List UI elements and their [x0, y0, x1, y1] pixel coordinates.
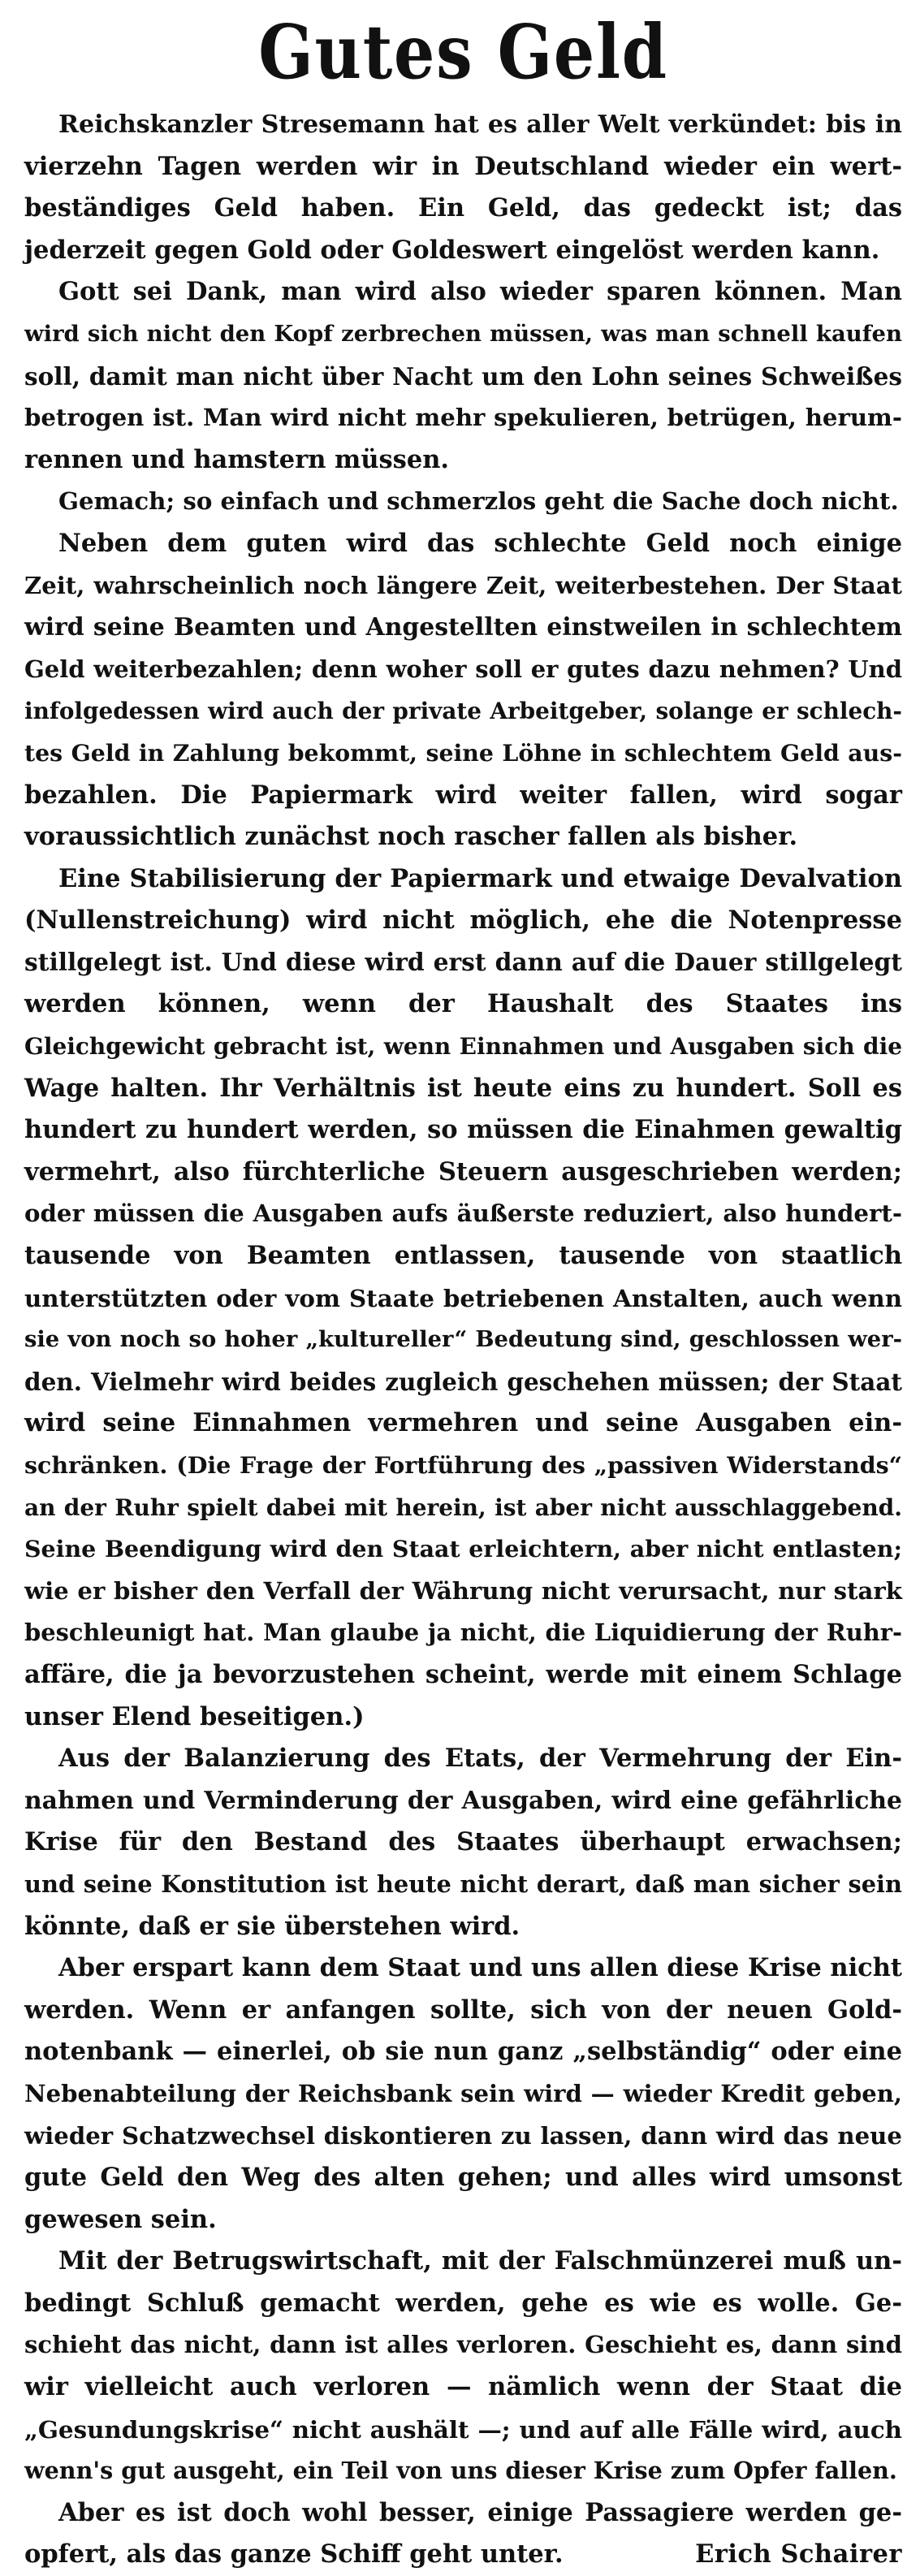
text-line: sie von noch so hoher „kultureller“ Bedeutung sind, geschlossen wer- — [24, 1326, 902, 1353]
article-title: Gutes Geld — [258, 8, 668, 96]
text-line: beständiges Geld haben. Ein Geld, das gedeckt ist; das — [24, 193, 902, 223]
text-line: soll, damit man nicht über Nacht um den Lohn seines Schweißes — [24, 361, 902, 391]
text-line: betrogen ist. Man wird nicht mehr spekulieren, betrügen, herum- — [24, 404, 902, 432]
text-line: Gleichgewicht gebracht ist, wenn Einnahmen und Ausgaben sich die — [24, 1033, 902, 1061]
text-line: werden können, wenn der Haushalt des Staates ins — [24, 989, 902, 1019]
text-line: Neben dem guten wird das schlechte Geld noch einige — [58, 528, 902, 558]
text-line: wir vielleicht auch verloren — nämlich wenn der Staat die — [24, 2372, 902, 2402]
text-line: opfert, als das ganze Schiff geht unter. Erich Schairer — [24, 2534, 902, 2576]
text-line: oder müssen die Ausgaben aufs äußerste reduziert, also hundert- — [24, 1199, 902, 1228]
text-line: gute Geld den Weg des alten gehen; und alles wird umsonst — [24, 2163, 902, 2193]
article-paragraph — [24, 1947, 902, 2241]
text-line: bedingt Schluß gemacht werden, gehe es wie es wolle. Ge- — [24, 2288, 902, 2318]
text-line: „Gesundungskrise“ nicht aushält —; und auf alle Fälle wird, auch — [24, 2414, 902, 2444]
article-paragraph — [24, 523, 902, 858]
author-signature: Erich Schairer — [695, 2539, 902, 2570]
article-paragraph — [24, 2492, 902, 2576]
text-line: (Nullenstreichung) wird nicht möglich, ehe die Notenpresse — [24, 905, 902, 936]
text-line: infolgedessen wird auch der private Arbeitgeber, solange er schlech- — [24, 698, 902, 725]
text-line: Mit der Betrugswirtschaft, mit der Falschmünzerei muß un- — [58, 2246, 902, 2276]
text-line: Eine Stabilisierung der Papiermark und etwaige Devalvation — [58, 863, 902, 893]
text-line: Geld weiterbezahlen; denn woher soll er gutes dazu nehmen? Und — [24, 655, 902, 683]
text-line: Zeit, wahrscheinlich noch längere Zeit, weiterbestehen. Der Staat — [24, 571, 902, 599]
text-line: rennen und hamstern müssen. — [24, 444, 450, 474]
text-line: vierzehn Tagen werden wir in Deutschland wieder ein wert- — [24, 151, 902, 181]
text-line: beschleunigt hat. Man glaube ja nicht, die Liquidierung der Ruhr- — [24, 1619, 902, 1647]
text-line: gewesen sein. — [24, 2204, 217, 2234]
text-line: affäre, die ja bevorzustehen scheint, werde mit einem Schlage — [24, 1659, 902, 1689]
text-line: tes Geld in Zahlung bekommt, seine Löhne in schlechtem Geld aus- — [24, 738, 902, 767]
text-line: vermehrt, also fürchterliche Steuern ausgeschrieben werden; — [24, 1156, 902, 1186]
text-line: Reichskanzler Stresemann hat es aller Welt verkündet: bis in — [58, 110, 902, 139]
text-line: wird sich nicht den Kopf zerbrechen müssen, was man schnell kaufen — [24, 320, 902, 347]
text-line: jederzeit gegen Gold oder Goldeswert eingelöst werden kann. — [24, 235, 880, 265]
text-line: unterstützten oder vom Staate betriebenen Anstalten, auch wenn — [24, 1283, 902, 1312]
article-paragraph — [24, 2241, 902, 2492]
text-line: Krise für den Bestand des Staates überhaupt erwachsen; — [24, 1827, 902, 1857]
text-line: schränken. (Die Frage der Fortführung des „passiven Widerstands“ — [24, 1451, 902, 1479]
text-line: wird seine Beamten und Angestellten einstweilen in schlechtem — [24, 613, 902, 642]
text-line: stillgelegt ist. Und diese wird erst dann auf die Dauer stillgelegt — [24, 948, 902, 977]
text-line: Seine Beendigung wird den Staat erleichtern, aber nicht entlasten; — [24, 1535, 902, 1563]
text-line: und seine Konstitution ist heute nicht derart, daß man sicher sein — [24, 1869, 902, 1898]
text-line: Wage halten. Ihr Verhältnis ist heute eins zu hundert. Soll es — [24, 1073, 902, 1103]
text-line: könnte, daß er sie überstehen wird. — [24, 1911, 520, 1941]
text-line: notenbank — einerlei, ob sie nun ganz „selbständig“ oder eine — [24, 2037, 902, 2067]
text-line: bezahlen. Die Papiermark wird weiter fallen, wird sogar — [24, 780, 902, 810]
article-paragraph — [24, 858, 902, 1738]
text-line: an der Ruhr spielt dabei mit herein, ist aber nicht ausschlaggebend. — [24, 1493, 902, 1521]
text-line: tausende von Beamten entlassen, tausende von staatlich — [24, 1241, 902, 1271]
text-line: Aber erspart kann dem Staat und uns allen diese Krise nicht — [58, 1953, 902, 1983]
text-line: wenn's gut ausgeht, ein Teil von uns dieser Krise zum Opfer fallen. — [24, 2457, 897, 2485]
text-line: unser Elend beseitigen.) — [24, 1701, 365, 1731]
text-line: den. Vielmehr wird beides zugleich geschehen müssen; der Staat — [24, 1367, 902, 1396]
article-paragraph — [24, 1738, 902, 1947]
text-line: werden. Wenn er anfangen sollte, sich von der neuen Gold- — [24, 1995, 902, 2025]
text-line: Gott sei Dank, man wird also wieder sparen können. Man — [58, 277, 902, 307]
text-line: Gemach; so einfach und schmerzlos geht die Sache doch nicht. — [58, 487, 899, 516]
text-line: Nebenabteilung der Reichsbank sein wird — wieder Kredit geben, — [24, 2079, 902, 2107]
article-paragraph — [24, 104, 902, 271]
text-line: wieder Schatzwechsel diskontieren zu lassen, dann wird das neue — [24, 2121, 902, 2150]
text-line: Aus der Balanzierung des Etats, der Vermehrung der Ein- — [58, 1744, 902, 1774]
text-line: wird seine Einnahmen vermehren und seine Ausgaben ein- — [24, 1408, 902, 1438]
text-line: schieht das nicht, dann ist alles verloren. Geschieht es, dann sind — [24, 2331, 902, 2359]
text-line: voraussichtlich zunächst noch rascher fallen als bisher. — [24, 822, 798, 852]
text-line: hundert zu hundert werden, so müssen die Einahmen gewaltig — [24, 1115, 902, 1145]
text-line: Aber es ist doch wohl besser, einige Passagiere werden ge- — [58, 2497, 902, 2527]
article-paragraph — [24, 271, 902, 481]
article-body — [24, 104, 902, 2576]
text-line: wie er bisher den Verfall der Währung nicht verursacht, nur stark — [24, 1576, 902, 1605]
text-line: nahmen und Verminderung der Ausgaben, wird eine gefährliche — [24, 1786, 902, 1815]
article-paragraph — [24, 481, 902, 523]
